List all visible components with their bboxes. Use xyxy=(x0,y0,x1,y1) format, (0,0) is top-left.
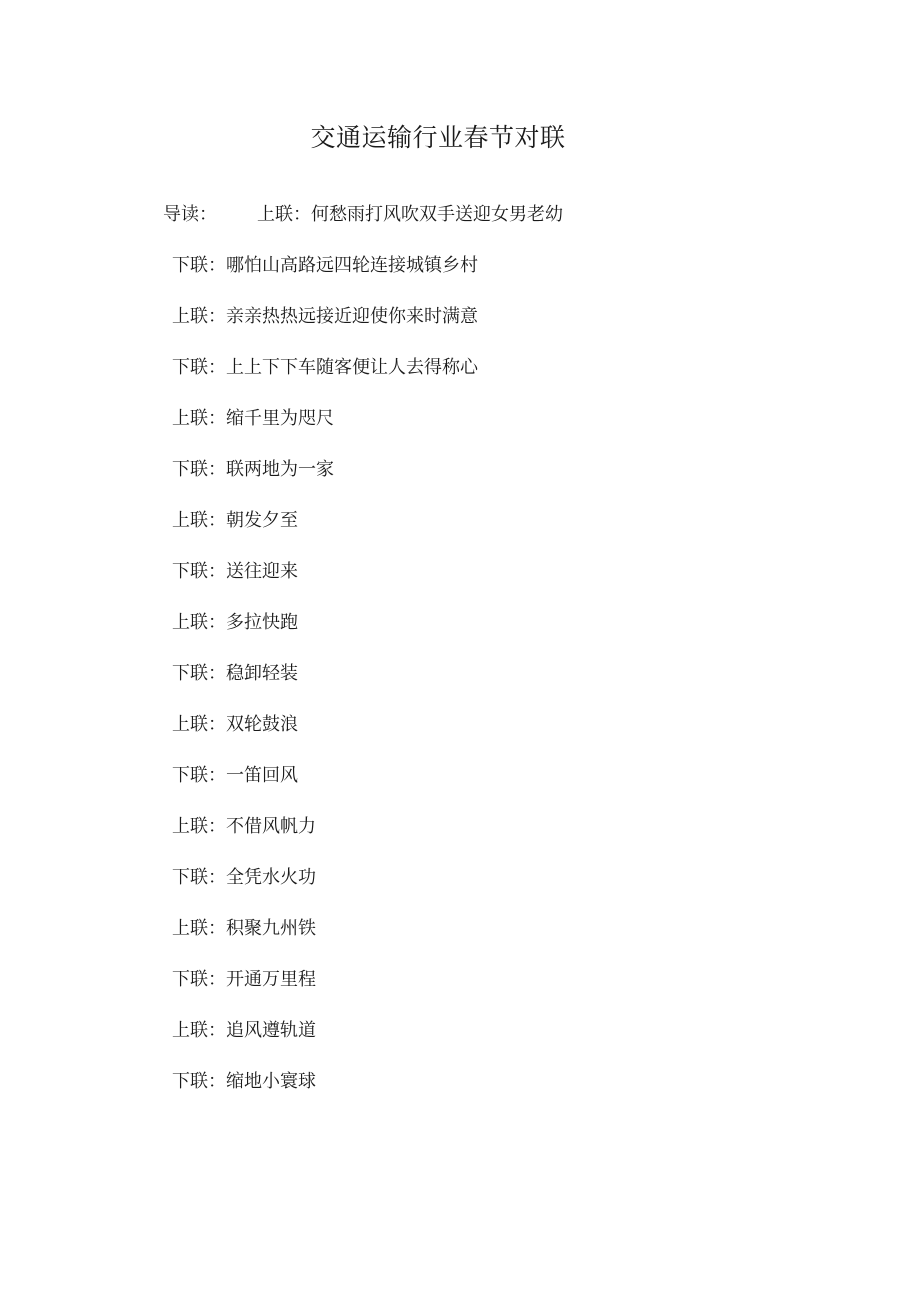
couplet-line: 上联：双轮鼓浪 xyxy=(172,714,298,735)
page-title: 交通运输行业春节对联 xyxy=(310,123,566,152)
intro-couplet-line: 上联：何愁雨打风吹双手送迎女男老幼 xyxy=(257,204,563,225)
couplet-line: 下联：送往迎来 xyxy=(172,561,298,582)
couplet-line: 上联：多拉快跑 xyxy=(172,612,298,633)
couplet-line: 下联：开通万里程 xyxy=(172,969,316,990)
intro-label: 导读： xyxy=(163,204,217,225)
couplet-line: 下联：全凭水火功 xyxy=(172,867,316,888)
couplet-line: 下联：联两地为一家 xyxy=(172,459,334,480)
couplet-line: 上联：朝发夕至 xyxy=(172,510,298,531)
couplet-line: 上联：不借风帆力 xyxy=(172,816,316,837)
couplet-line: 上联：积聚九州铁 xyxy=(172,918,316,939)
couplet-list xyxy=(172,252,478,1119)
couplet-line: 上联：缩千里为咫尺 xyxy=(172,408,334,429)
couplet-line: 下联：一笛回风 xyxy=(172,765,298,786)
couplet-line: 上联：追风遵轨道 xyxy=(172,1020,316,1041)
couplet-line: 下联：哪怕山高路远四轮连接城镇乡村 xyxy=(172,255,478,276)
couplet-line: 下联：上上下下车随客便让人去得称心 xyxy=(172,357,478,378)
intro-line xyxy=(163,201,563,229)
couplet-line: 上联：亲亲热热远接近迎使你来时满意 xyxy=(172,306,478,327)
couplet-line: 下联：稳卸轻装 xyxy=(172,663,298,684)
couplet-line: 下联：缩地小寰球 xyxy=(172,1071,316,1092)
